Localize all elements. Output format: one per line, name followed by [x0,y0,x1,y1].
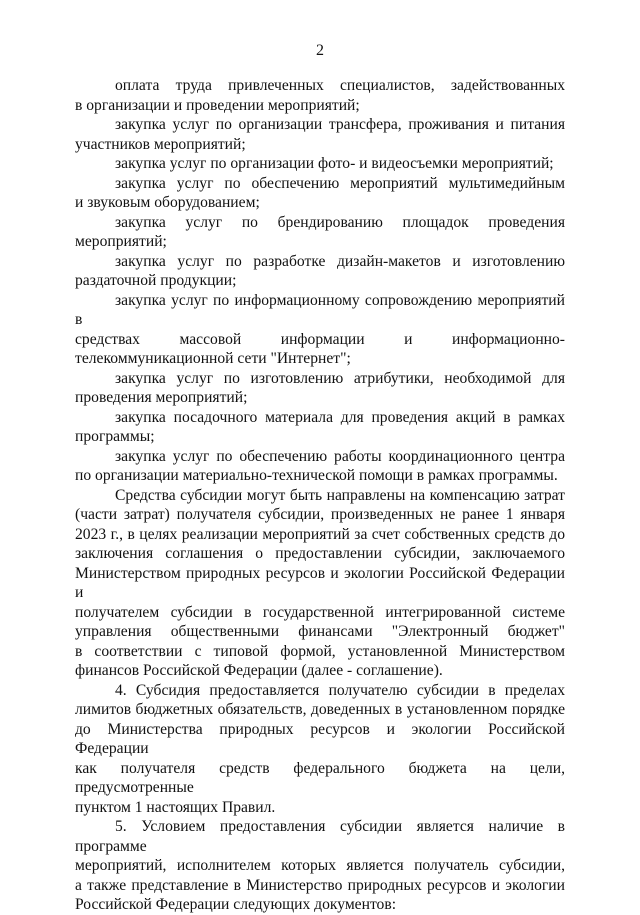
paragraph [75,817,565,915]
text-line: лимитов бюджетных обязательств, доведенных в установленном порядке [75,701,565,718]
text-line: пунктом 1 настоящих Правил. [75,798,276,816]
text-line: 2023 г., в целях реализации мероприятий за счет собственных средств до [75,525,565,543]
text-line: получателем субсидии в государственной интегрированной системе [75,603,565,621]
paragraph [75,369,565,408]
text-line: в организации и проведении мероприятий; [75,96,360,114]
text-line: 4. Субсидия предоставляется получателю субсидии в пределах [115,681,565,699]
paragraph [75,76,565,115]
text-line: Средства субсидии могут быть направлены на компенсацию затрат [115,486,565,504]
text-line: средствах массовой информации и информационно- [75,330,565,348]
text-line: закупка услуг по организации трансфера, проживания и питания [115,116,565,133]
text-line: программы; [75,428,155,445]
text-line: финансов Российской Федерации (далее - соглашение). [75,662,443,679]
text-line: Российской Федерации следующих документов: [75,896,397,913]
text-line: (части затрат) получателя субсидии, произведенных не ранее 1 января [75,506,565,523]
text-line: раздаточной продукции; [75,272,237,289]
text-line: а также представление в Министерство природных ресурсов и экологии [75,876,565,894]
text-line: по организации материально-технической помощи в рамках программы. [75,467,558,484]
paragraph [75,213,565,252]
paragraph [75,174,565,213]
text-line: закупка услуг по разработке дизайн-макетов и изготовлению [115,252,565,270]
page-number: 2 [316,42,324,59]
document-body [75,76,565,915]
paragraph [75,291,565,369]
text-line: заключения соглашения о предоставлении субсидии, заключаемого [75,545,565,562]
text-line: закупка услуг по изготовлению атрибутики, необходимой для [115,369,565,387]
paragraph [75,681,565,818]
text-line: закупка услуг по организации фото- и видеосъемки мероприятий; [115,155,554,172]
paragraph [75,447,565,486]
text-line: закупка услуг по брендированию площадок проведения [115,213,565,231]
text-line: закупка услуг по обеспечению мероприятий мультимедийным [115,174,565,192]
text-line: закупка посадочного материала для проведения акций в рамках [115,408,565,426]
paragraph [75,486,565,681]
text-line: закупка услуг по обеспечению работы координационного центра [115,447,565,465]
paragraph [75,115,565,154]
text-line: мероприятий, исполнителем которых является получатель субсидии, [75,857,565,874]
text-line: как получателя средств федерального бюджета на цели, предусмотренные [75,759,565,796]
text-line: до Министерства природных ресурсов и экологии Российской Федерации [75,720,565,757]
text-line: 5. Условием предоставления субсидии является наличие в программе [75,818,565,855]
text-line: управления общественными финансами "Электронный бюджет" [75,623,565,640]
text-line: закупка услуг по информационному сопровождению мероприятий в [75,291,565,328]
text-line: Министерством природных ресурсов и экологии Российской Федерации и [75,564,565,601]
text-line: телекоммуникационной сети "Интернет"; [75,350,351,367]
text-line: участников мероприятий; [75,135,246,153]
paragraph [75,252,565,291]
paragraph [75,154,565,174]
paragraph [75,408,565,447]
text-line: в соответствии с типовой формой, установленной Министерством [75,642,565,660]
text-line: и звуковым оборудованием; [75,194,260,211]
text-line: оплата труда привлеченных специалистов, задействованных [115,77,565,94]
text-line: мероприятий; [75,233,167,250]
text-line: проведения мероприятий; [75,389,248,406]
